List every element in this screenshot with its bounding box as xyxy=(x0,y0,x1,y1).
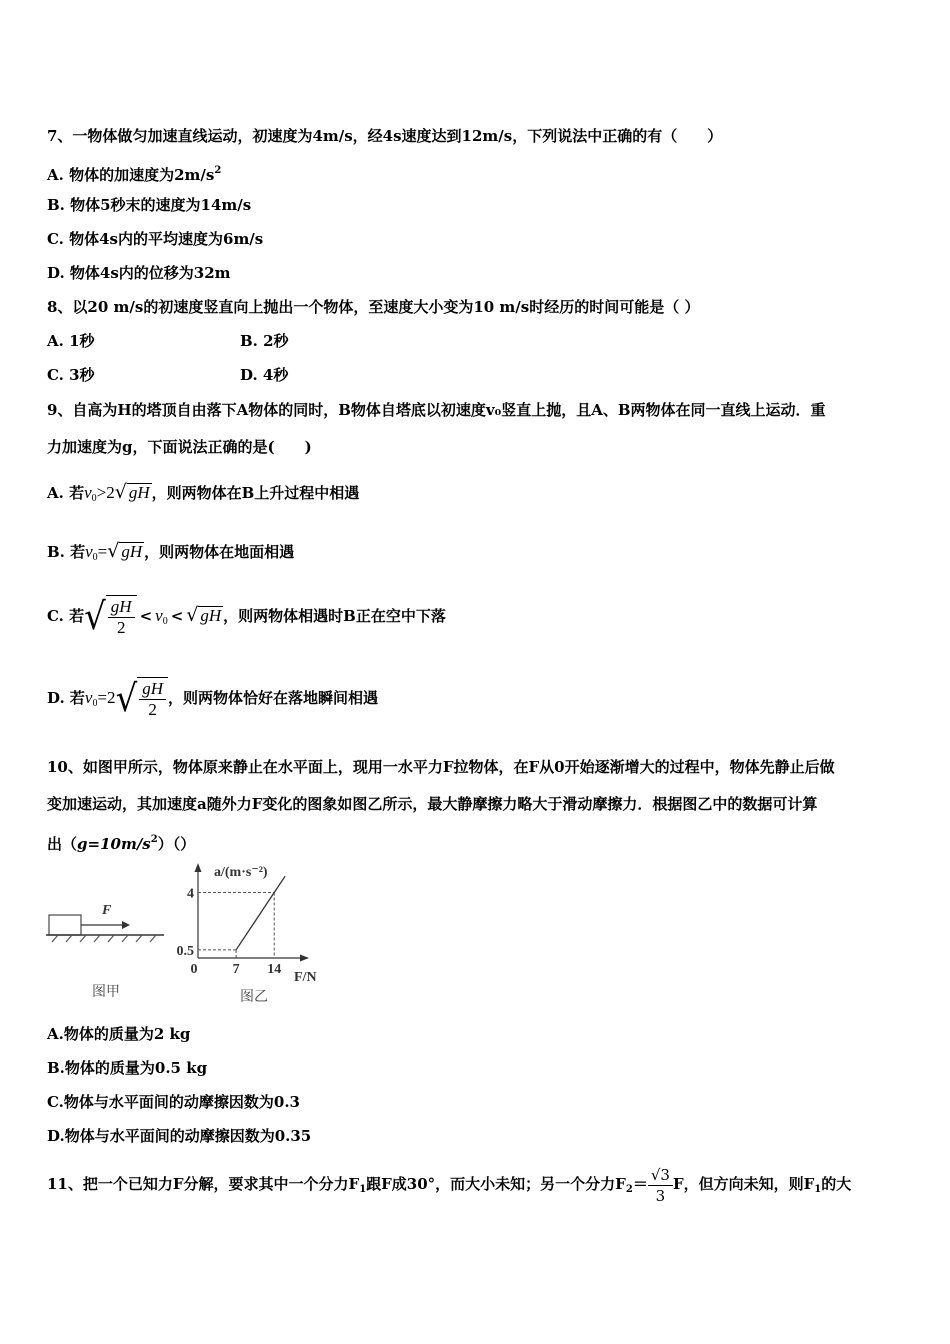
q7-option-a-text: A. 物体的加速度为 xyxy=(47,166,175,184)
q8-option-a: A. 1秒 xyxy=(47,332,95,350)
q9-stem-line2: 力加速度为g，下面说法正确的是( ) xyxy=(47,438,312,456)
force-arrow-head-icon xyxy=(122,921,130,929)
q9-option-a-operator: >2 xyxy=(96,483,115,502)
q9-option-d xyxy=(47,673,378,729)
q11-fraction xyxy=(648,1165,673,1206)
q10-stem-line1: 10、如图甲所示，物体原来静止在水平面上，现用一水平力F拉物体，在F从0开始逐渐增大的过程中，物体先静止后做 xyxy=(47,758,835,776)
y-tick-label-4: 4 xyxy=(187,886,194,902)
q9-v-subscript: 0 xyxy=(92,698,98,709)
q10-stem-open: 出（ xyxy=(47,835,78,853)
q9-option-b-label: B. 若 xyxy=(47,543,86,561)
q9-option-c-label: C. 若 xyxy=(47,607,85,625)
q7-option-a-exponent: 2 xyxy=(214,165,222,176)
x-tick-label-14: 14 xyxy=(267,962,282,977)
q9-option-d-label: D. 若 xyxy=(47,689,85,707)
q7-option-b: B. 物体5秒末的速度为14m/s xyxy=(47,196,252,214)
y-tick-label-0.5: 0.5 xyxy=(176,943,194,959)
q11-f1-subscript-2: 1 xyxy=(814,1184,822,1195)
q7-option-c: C. 物体4s内的平均速度为6m/s xyxy=(47,230,264,248)
q10-stem-line3 xyxy=(47,830,195,854)
figure-jia-caption: 图甲 xyxy=(92,984,120,1000)
q9-option-d-v0: $v_0$ xyxy=(84,688,98,709)
q8-option-c: C. 3秒 xyxy=(47,366,95,384)
q7-option-d: D. 物体4s内的位移为32m xyxy=(47,264,231,282)
q9-option-b-operator: = xyxy=(97,542,108,561)
q10-stem-close: ）（） xyxy=(157,835,196,853)
x-axis-arrow-icon xyxy=(300,955,309,962)
sqrt-icon: √ xyxy=(186,604,199,626)
q9-option-a xyxy=(47,478,359,513)
q9-option-b-conclusion: ，则两物体在地面相遇 xyxy=(144,543,295,561)
q10-option-d: D.物体与水平面间的动摩擦因数为0.35 xyxy=(47,1127,312,1145)
q9-option-d-operator: =2 xyxy=(97,688,116,707)
q9-option-d-conclusion: ，则两物体恰好在落地瞬间相遇 xyxy=(168,689,379,707)
q9-option-b-v0: $v_0$ xyxy=(85,542,98,563)
q8-option-b: B. 2秒 xyxy=(240,332,289,350)
q11-stem-part4: 的大 xyxy=(821,1175,852,1193)
q8-option-d: D. 4秒 xyxy=(240,366,289,384)
q9-option-c-numerator: gH xyxy=(108,597,135,618)
q9-option-d-denominator: 2 xyxy=(148,700,157,719)
q9-option-b xyxy=(47,537,294,572)
q10-gravity-exponent: 2 xyxy=(150,834,158,845)
figure-yi-chart xyxy=(176,860,336,1005)
q9-option-a-label: A. 若 xyxy=(47,484,85,502)
q9-option-c-radicand: gH xyxy=(200,606,222,625)
x-axis-label: F/N xyxy=(294,970,317,985)
q8-stem: 8、以20 m/s的初速度竖直向上抛出一个物体，至速度大小变为10 m/s时经历的时间可能是（ ） xyxy=(47,298,700,316)
q11-fraction-numerator: √3 xyxy=(648,1165,673,1186)
y-axis-arrow-icon xyxy=(195,863,202,872)
y-axis-label: a/(m·s⁻²) xyxy=(214,865,268,880)
q9-v-symbol: v xyxy=(84,483,92,502)
q9-option-a-radicand: gH xyxy=(128,483,150,502)
q9-option-c-conclusion: ，则两物体相遇时B正在空中下落 xyxy=(223,607,446,625)
q10-option-c: C.物体与水平面间的动摩擦因数为0.3 xyxy=(47,1093,300,1111)
sqrt-icon: √ xyxy=(107,540,120,562)
q7-stem: 7、一物体做匀加速直线运动，初速度为4m/s，经4s速度达到12m/s，下列说法中正确的有（ ） xyxy=(47,127,723,145)
q9-option-b-radicand: gH xyxy=(121,542,143,561)
q10-option-b: B.物体的质量为0.5 kg xyxy=(47,1059,208,1077)
q11-stem-part1: 11、把一个已知力F分解，要求其中一个分力F xyxy=(47,1175,360,1193)
q9-option-c-v0: $v_0$ xyxy=(155,606,168,627)
q9-option-a-conclusion: ，则两物体在B上升过程中相遇 xyxy=(151,484,360,502)
force-label: F xyxy=(102,903,112,918)
q11-f1-subscript: 1 xyxy=(359,1184,367,1195)
q9-v-subscript: 0 xyxy=(162,616,168,627)
q9-stem-line1: 9、自高为H的塔顶自由落下A物体的同时，B物体自塔底以初速度v₀竖直上抛，且A、B两物体在同一直线上运动．重 xyxy=(47,401,826,419)
q11-stem-part3: F，但方向未知，则F xyxy=(672,1175,815,1193)
q9-v-subscript: 0 xyxy=(92,552,98,563)
q7-option-a xyxy=(47,161,221,185)
q11-f2-subscript: 2 xyxy=(625,1184,633,1195)
x-tick-label-7: 7 xyxy=(232,962,240,977)
x-tick-label-0: 0 xyxy=(190,962,198,977)
figure-yi-caption: 图乙 xyxy=(240,989,268,1005)
q11-equals: ＝ xyxy=(632,1175,648,1193)
q10-stem-line2: 变加速运动，其加速度a随外力F变化的图象如图乙所示，最大静摩擦力略大于滑动摩擦力．根据图乙中的数据可计算 xyxy=(47,795,818,813)
block-shape xyxy=(49,915,81,935)
q9-option-c xyxy=(47,590,446,647)
q9-option-c-lt1: < xyxy=(139,607,153,625)
q9-option-c-lt2: < xyxy=(170,607,184,625)
q7-option-a-value: 2m/s xyxy=(174,166,215,184)
series-line xyxy=(236,876,285,950)
q9-option-d-numerator: gH xyxy=(139,679,166,700)
q9-v-subscript: 0 xyxy=(91,493,97,504)
q9-option-c-sqrt-fraction xyxy=(84,595,136,639)
figure-jia xyxy=(44,895,169,1005)
q11-stem xyxy=(47,1162,851,1212)
sqrt-icon: √ xyxy=(115,677,138,721)
q11-fraction-denominator: 3 xyxy=(655,1186,666,1205)
sqrt-icon: √ xyxy=(114,481,127,503)
q9-option-d-sqrt-fraction xyxy=(116,677,168,721)
ground-hatching xyxy=(52,935,156,942)
q9-option-a-v0 xyxy=(84,483,97,502)
q11-stem-part2: 跟F成30°，而大小未知；另一个分力F xyxy=(366,1175,626,1193)
q10-gravity-value: g=10m/s xyxy=(77,835,151,853)
q9-option-c-denominator: 2 xyxy=(116,618,126,637)
sqrt-icon: √ xyxy=(84,595,106,639)
q10-option-a: A.物体的质量为2 kg xyxy=(47,1025,191,1043)
